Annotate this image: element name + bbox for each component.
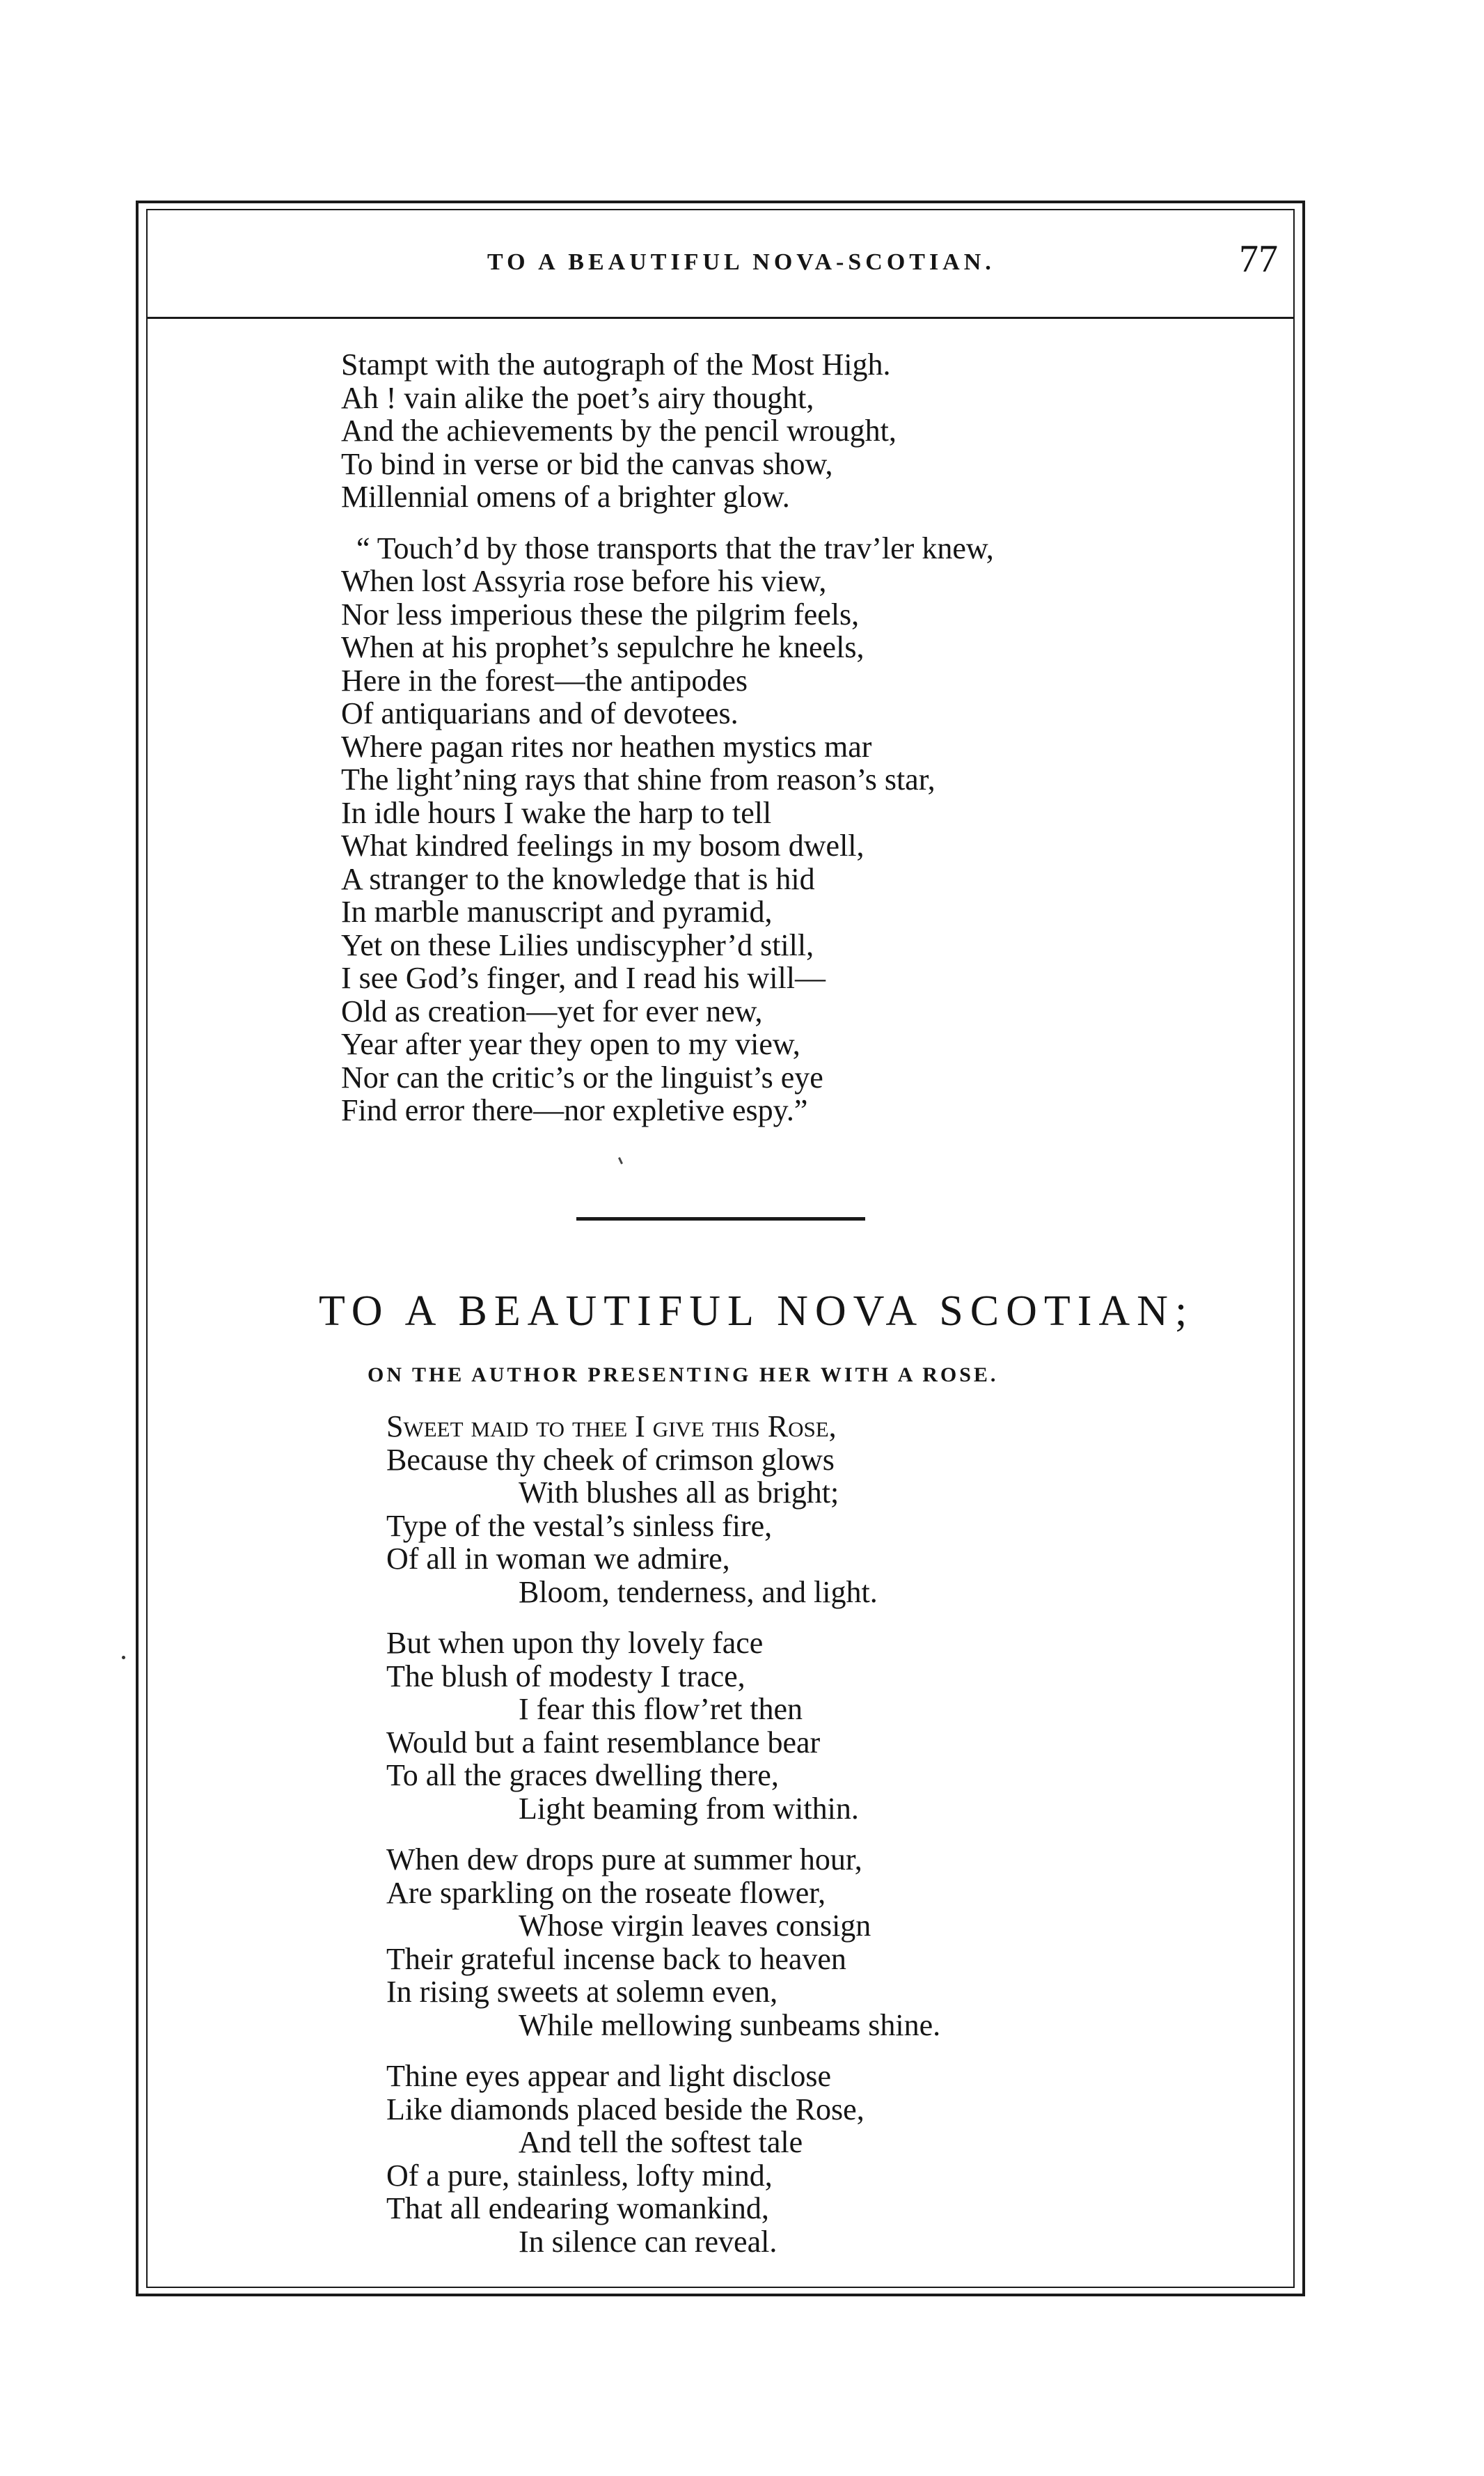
verse-line: Find error there—nor expletive espy.” — [341, 1093, 808, 1127]
verse-line: Of a pure, stainless, lofty mind, — [386, 2158, 773, 2193]
running-title: TO A BEAUTIFUL NOVA-SCOTIAN. — [487, 249, 995, 275]
verse-line: “ Touch’d by those transports that the trav’ler knew, — [356, 531, 994, 565]
verse-line: I fear this flow’ret then — [519, 1692, 803, 1726]
verse-line: Are sparkling on the roseate flower, — [386, 1875, 826, 1910]
verse-line: Because thy cheek of crimson glows — [386, 1442, 835, 1477]
verse-line: Millennial omens of a brighter glow. — [341, 480, 790, 514]
verse-line: Year after year they open to my view, — [341, 1027, 800, 1061]
verse-line: Light beaming from within. — [519, 1791, 859, 1826]
verse-line: Bloom, tenderness, and light. — [519, 1574, 878, 1609]
poem-title: TO A BEAUTIFUL NOVA SCOTIAN; — [319, 1287, 1194, 1335]
margin-ink-dot — [122, 1656, 125, 1659]
verse-line: When dew drops pure at summer hour, — [386, 1842, 862, 1876]
poem-subtitle: ON THE AUTHOR PRESENTING HER WITH A ROSE. — [368, 1363, 999, 1386]
verse-line: Sweet maid to thee I give this Rose, — [386, 1409, 837, 1443]
verse-line: Of antiquarians and of devotees. — [341, 696, 739, 730]
verse-line: Nor less imperious these the pilgrim feels, — [341, 597, 860, 632]
verse-line: Of all in woman we admire, — [386, 1542, 730, 1576]
verse-line: A stranger to the knowledge that is hid — [341, 861, 815, 896]
page-number: 77 — [1239, 237, 1278, 281]
verse-line: To all the graces dwelling there, — [386, 1758, 779, 1792]
verse-line: Thine eyes appear and light disclose — [386, 2059, 832, 2093]
verse-line: What kindred feelings in my bosom dwell, — [341, 829, 865, 863]
verse-line: That all endearing womankind, — [386, 2191, 769, 2225]
verse-line: Their grateful incense back to heaven — [386, 1941, 846, 1976]
verse-line: To bind in verse or bid the canvas show, — [341, 446, 833, 481]
verse-line: Yet on these Lilies undiscypher’d still, — [341, 927, 814, 962]
verse-line: The blush of modesty I trace, — [386, 1659, 745, 1693]
rose-poem — [386, 1410, 940, 2258]
verse-line: Where pagan rites nor heathen mystics mar — [341, 729, 872, 764]
verse-line: Here in the forest—the antipodes — [341, 663, 748, 698]
verse-line: Like diamonds placed beside the Rose, — [386, 2092, 865, 2126]
verse-line: Whose virgin leaves consign — [519, 1909, 871, 1943]
verse-line: While mellowing sunbeams shine. — [519, 2007, 941, 2042]
continued-poem — [341, 348, 994, 1127]
verse-line: I see God’s finger, and I read his will— — [341, 961, 826, 995]
verse-line: Type of the vestal’s sinless fire, — [386, 1508, 773, 1543]
verse-line: And tell the softest tale — [519, 2125, 803, 2159]
verse-line: When lost Assyria rose before his view, — [341, 564, 827, 598]
verse-line: Old as creation—yet for ever new, — [341, 994, 763, 1028]
verse-line: In rising sweets at solemn even, — [386, 1975, 778, 2009]
verse-line: Nor can the critic’s or the linguist’s eye — [341, 1060, 823, 1095]
verse-line: When at his prophet’s sepulchre he kneels, — [341, 630, 865, 664]
verse-line: In marble manuscript and pyramid, — [341, 895, 773, 929]
verse-line: In silence can reveal. — [519, 2224, 777, 2259]
verse-line: Would but a faint resemblance bear — [386, 1725, 821, 1760]
header-rule — [146, 317, 1295, 319]
verse-line: In idle hours I wake the harp to tell — [341, 795, 772, 830]
verse-line: Ah ! vain alike the poet’s airy thought, — [341, 380, 814, 415]
verse-line: The light’ning rays that shine from reason’s star, — [341, 762, 936, 797]
verse-line: With blushes all as bright; — [519, 1475, 839, 1510]
verse-line: But when upon thy lovely face — [386, 1626, 764, 1660]
verse-line: Stampt with the autograph of the Most High. — [341, 347, 891, 382]
section-separator-rule — [576, 1217, 865, 1221]
verse-line: And the achievements by the pencil wrought, — [341, 414, 897, 448]
